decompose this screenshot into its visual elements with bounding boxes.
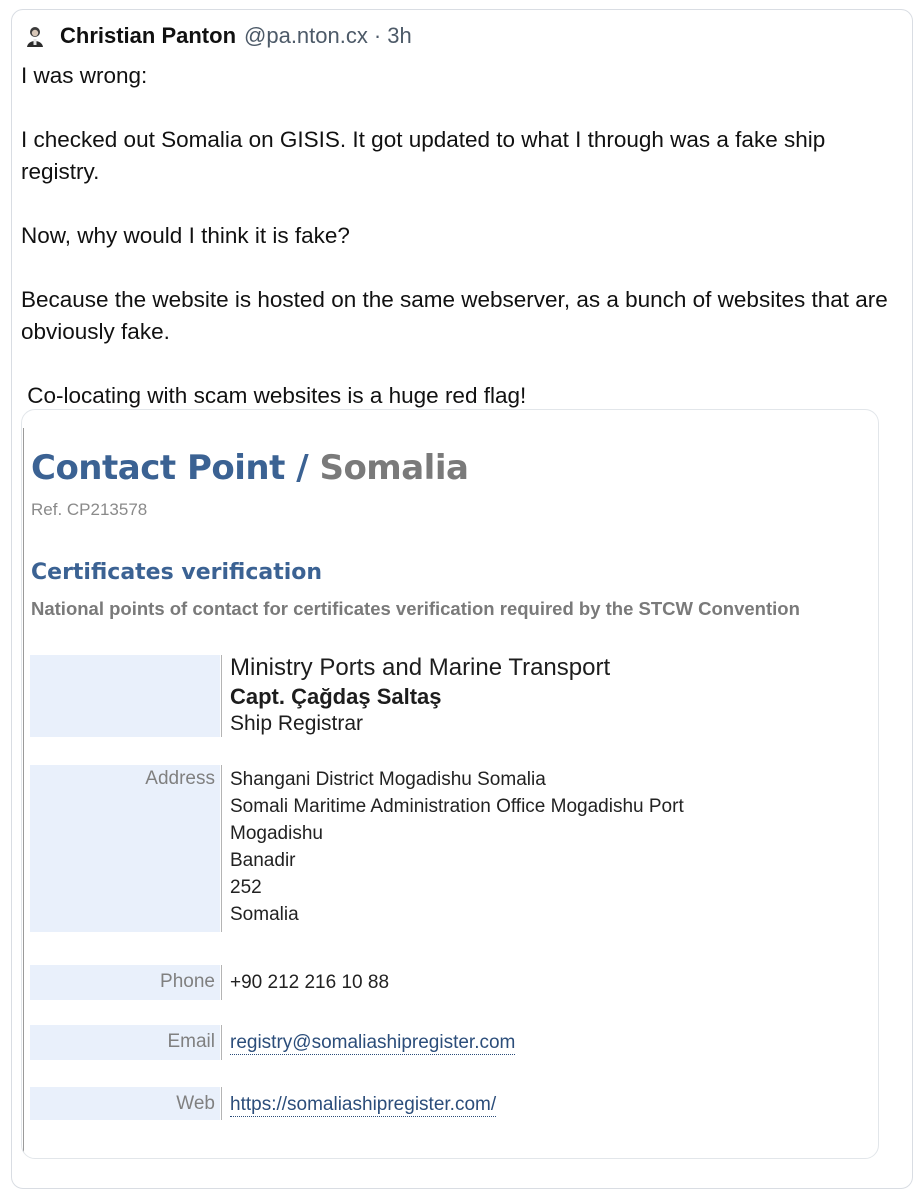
post-text [21,60,891,412]
embedded-screenshot[interactable] [21,409,879,1159]
author-name[interactable]: Christian Panton [60,23,237,48]
address-label: Address [30,765,220,932]
header-separator: · [373,23,382,48]
post-paragraph: Because the website is hosted on the same webserver, as a bunch of websites that are obviously fake. [21,287,888,344]
organization-name: Ministry Ports and Marine Transport [230,654,611,681]
title-country: Somalia [319,448,469,488]
org-divider [221,655,222,737]
section-title: Certificates verification [31,560,323,585]
address-divider [221,765,222,932]
address-line: Shangani District Mogadishu Somalia [230,769,546,790]
email-label: Email [30,1025,220,1060]
avatar-icon [24,24,46,48]
phone-value: +90 212 216 10 88 [230,972,390,993]
post-paragraph: Now, why would I think it is fake? [21,223,350,248]
address-line: Somalia [230,904,299,925]
screenshot-edge-rule [23,428,24,1158]
contact-point-title [31,448,468,488]
reference-number: Ref. CP213578 [31,500,148,519]
org-label-cell [30,655,220,737]
address-line: Banadir [230,850,296,871]
web-link[interactable]: https://somaliashipregister.com/ [230,1094,497,1115]
post-paragraph: Co-locating with scam websites is a huge red flag! [21,383,527,408]
post-timestamp[interactable]: 3h [387,23,412,48]
address-line: Somali Maritime Administration Office Mogadishu Port [230,796,684,817]
contact-person: Capt. Çağdaş Saltaş [230,684,442,709]
post-paragraph: I checked out Somalia on GISIS. It got updated to what I through was a fake ship registry. [21,127,826,184]
title-main: Contact Point [31,448,285,488]
email-divider [221,1025,222,1060]
author-handle[interactable]: @pa.nton.cx [244,23,368,48]
title-separator: / [284,448,320,488]
email-link[interactable]: registry@somaliashipregister.com [230,1032,516,1053]
address-line: Mogadishu [230,823,323,844]
web-label: Web [30,1087,220,1120]
phone-divider [221,965,222,1000]
post-header [22,18,412,54]
post-paragraph: I was wrong: [21,63,148,88]
address-line: 252 [230,877,262,898]
phone-label: Phone [30,965,220,1000]
contact-role: Ship Registrar [230,712,364,735]
address-value [230,766,684,928]
section-subtitle: National points of contact for certificates verification required by the STCW Convention [31,598,800,619]
web-divider [221,1087,222,1120]
avatar[interactable] [22,23,48,49]
